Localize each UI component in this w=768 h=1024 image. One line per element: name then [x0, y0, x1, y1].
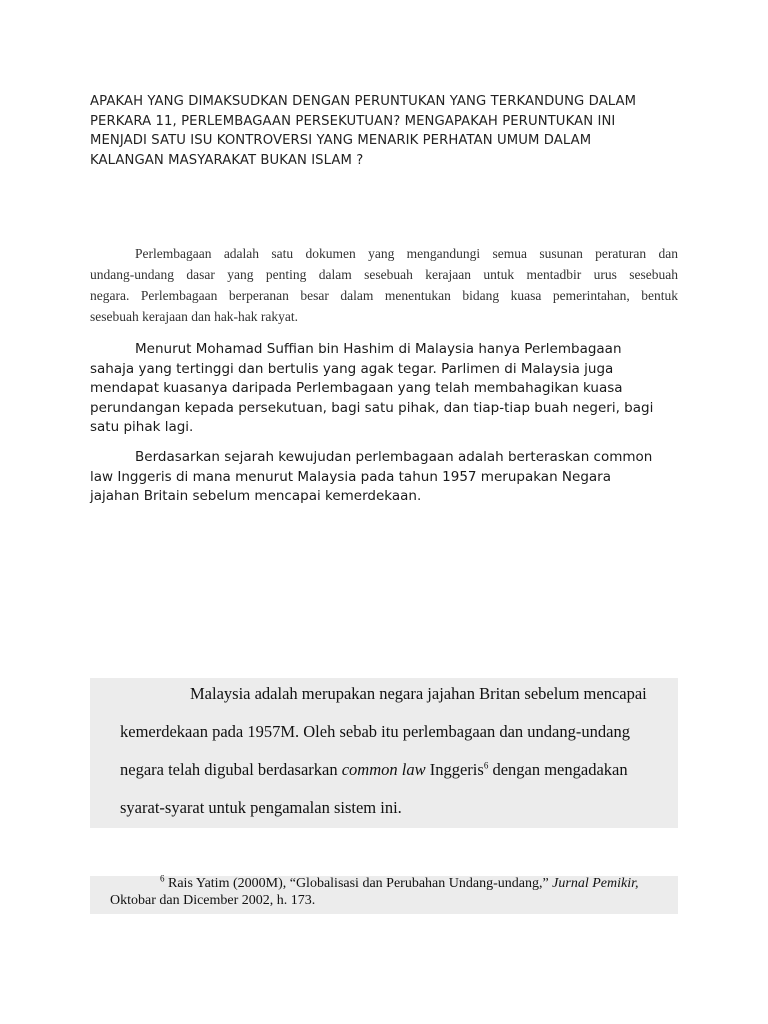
paragraph-history: [90, 448, 690, 507]
paragraph-line: Menurut Mohamad Suffian bin Hashim di Malaysia hanya Perlembagaan: [135, 341, 622, 357]
quote-line: Malaysia adalah merupakan negara jajahan Britan sebelum mencapai: [190, 684, 647, 703]
paragraph-line: perundangan kepada persekutuan, bagi satu pihak, dan tiap-tiap buah negeri, bagi: [90, 399, 654, 416]
quote-text: Inggeris: [425, 760, 484, 779]
paragraph-line: sahaja yang tertinggi dan bertulis yang agak tegar. Parlimen di Malaysia juga: [90, 360, 614, 377]
paragraph-line: law Inggeris di mana menurut Malaysia pada tahun 1957 merupakan Negara: [90, 468, 611, 485]
paragraph-definition: [90, 243, 678, 327]
quote-line: [120, 760, 628, 780]
question-heading: [90, 92, 680, 170]
paragraph-line: mendapat kuasanya daripada Perlembagaan yang telah membahagikan kuasa: [90, 380, 623, 396]
quote-line: kemerdekaan pada 1957M. Oleh sebab itu perlembagaan dan undang-undang: [120, 722, 630, 741]
paragraph-line: negara. Perlembagaan berperanan besar dalam menentukan bidang kuasa pemerintahan, bentuk: [90, 288, 678, 303]
paragraph-line: satu pihak lagi.: [90, 419, 194, 435]
paragraph-line: sesebuah kerajaan dan hak-hak rakyat.: [90, 309, 299, 324]
heading-line: APAKAH YANG DIMAKSUDKAN DENGAN PERUNTUKAN YANG TERKANDUNG DALAM: [90, 94, 637, 109]
scanned-quote-block: [90, 678, 678, 828]
footnote-line: [160, 873, 639, 892]
quote-emphasis: common law: [341, 760, 426, 779]
footnote-marker: 6: [160, 873, 165, 884]
heading-line: PERKARA 11, PERLEMBAGAAN PERSEKUTUAN? MENGAPAKAH PERUNTUKAN INI: [90, 113, 616, 129]
heading-line: KALANGAN MASYARAKAT BUKAN ISLAM ?: [90, 152, 364, 168]
footnote-journal: Jurnal Pemikir,: [552, 876, 639, 891]
heading-line: MENJADI SATU ISU KONTROVERSI YANG MENARIK PERHATAN UMUM DALAM: [90, 133, 592, 148]
quote-line: syarat-syarat untuk pengamalan sistem ini.: [120, 798, 402, 817]
footnote-line: Oktobar dan Dicember 2002, h. 173.: [110, 893, 316, 908]
quote-text: dengan mengadakan: [488, 760, 628, 779]
footnote-text: Rais Yatim (2000M), “Globalisasi dan Perubahan Undang-undang,”: [164, 876, 553, 891]
paragraph-line: Berdasarkan sejarah kewujudan perlembagaan adalah berteraskan common: [135, 449, 653, 465]
paragraph-suffian: [90, 340, 690, 438]
footnote-reference: 6: [483, 760, 489, 771]
paragraph-line: Perlembagaan adalah satu dokumen yang mengandungi semua susunan peraturan dan: [135, 246, 678, 261]
quote-text: negara telah digubal berdasarkan: [120, 760, 342, 779]
scanned-footnote-block: [90, 873, 678, 914]
paragraph-line: undang-undang dasar yang penting dalam sesebuah kerajaan untuk mentadbir urus sesebuah: [90, 267, 678, 282]
paragraph-line: jajahan Britain sebelum mencapai kemerdekaan.: [90, 488, 422, 504]
